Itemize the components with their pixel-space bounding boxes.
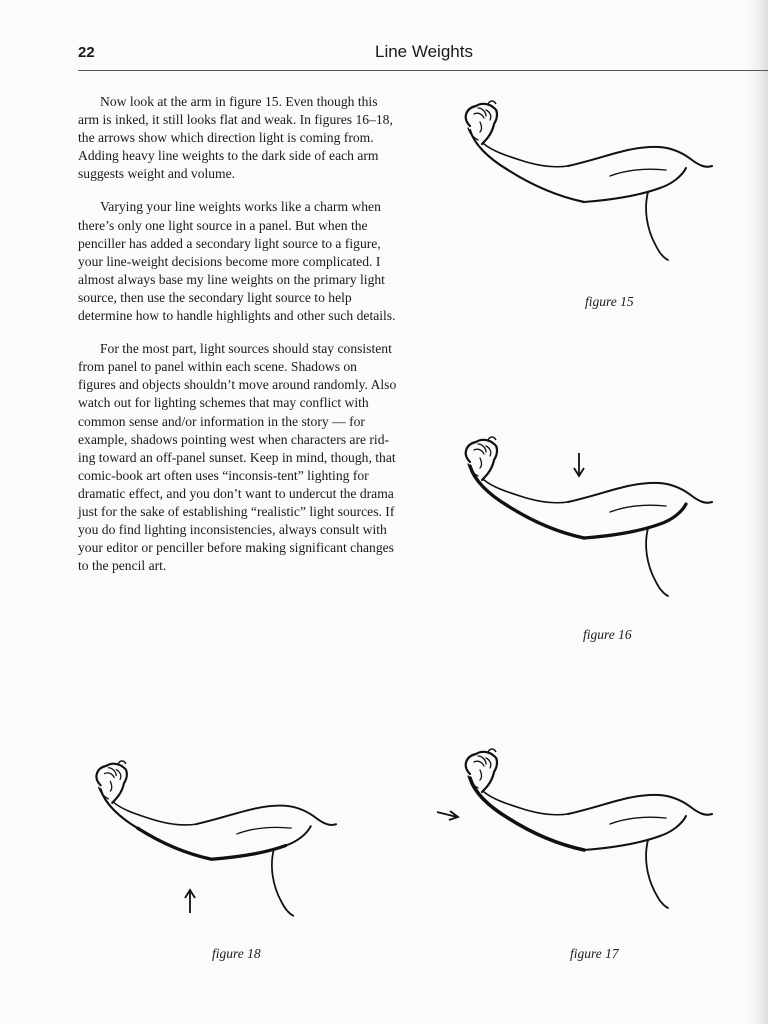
- figure-16-arm-drawing: [458, 436, 748, 621]
- page-edge-shadow: [746, 0, 768, 1024]
- figure-15-caption: figure 15: [585, 294, 634, 309]
- arm-illustration: [458, 100, 748, 285]
- light-direction-down-arrow: [572, 452, 586, 483]
- running-head: Line Weights: [375, 42, 473, 61]
- page-number: 22: [78, 44, 95, 61]
- light-direction-right-arrow: [436, 808, 460, 827]
- page-header: [78, 40, 768, 74]
- header-rule: [78, 70, 768, 71]
- paragraph-2: Varying your line weights works like a charm when there’s only one light source in a panel. But when the penciller has added a secondary light source to a figure, your line-weight decisions become more complicated. I almost always base my line weights on the primary light source, then use the secondary light source to help determine how to handle highlights and other such details.: [78, 199, 396, 324]
- paragraph-1: Now look at the arm in figure 15. Even though this arm is inked, it still looks flat and weak. In figures 16–18, the arrows show which direction light is coming from. Adding heavy line weights to the dark side of each arm suggests weight and volume.: [78, 94, 393, 182]
- light-direction-up-arrow: [183, 888, 197, 919]
- body-text: [78, 93, 398, 590]
- figure-17-caption: figure 17: [570, 946, 619, 961]
- arm-illustration: [80, 760, 380, 940]
- figure-16-caption: figure 16: [583, 627, 632, 642]
- paragraph-3: For the most part, light sources should stay consistent from panel to panel within each scene. Shadows on figures and objects shouldn’t move around randomly. Also watch out for lighting schemes that may conflict with common sense and/or information in the story — for example, shadows pointing west when characters are rid-ing toward an off-panel sunset. Keep in mind, though, that comic-book art often uses “inconsis-tent” lighting for dramatic effect, and you don’t want to undercut the drama just for the sake of establishing “realistic” light sources. If you do find lighting inconsistencies, always consult with your editor or penciller before making significant changes to the pencil art.: [78, 341, 397, 574]
- figure-17-arm-drawing: [458, 748, 748, 933]
- arm-illustration: [458, 436, 748, 621]
- figure-18-arm-drawing: [80, 760, 380, 940]
- figure-15-arm-drawing: [458, 100, 748, 285]
- arm-illustration: [458, 748, 748, 933]
- figure-18-caption: figure 18: [212, 946, 261, 961]
